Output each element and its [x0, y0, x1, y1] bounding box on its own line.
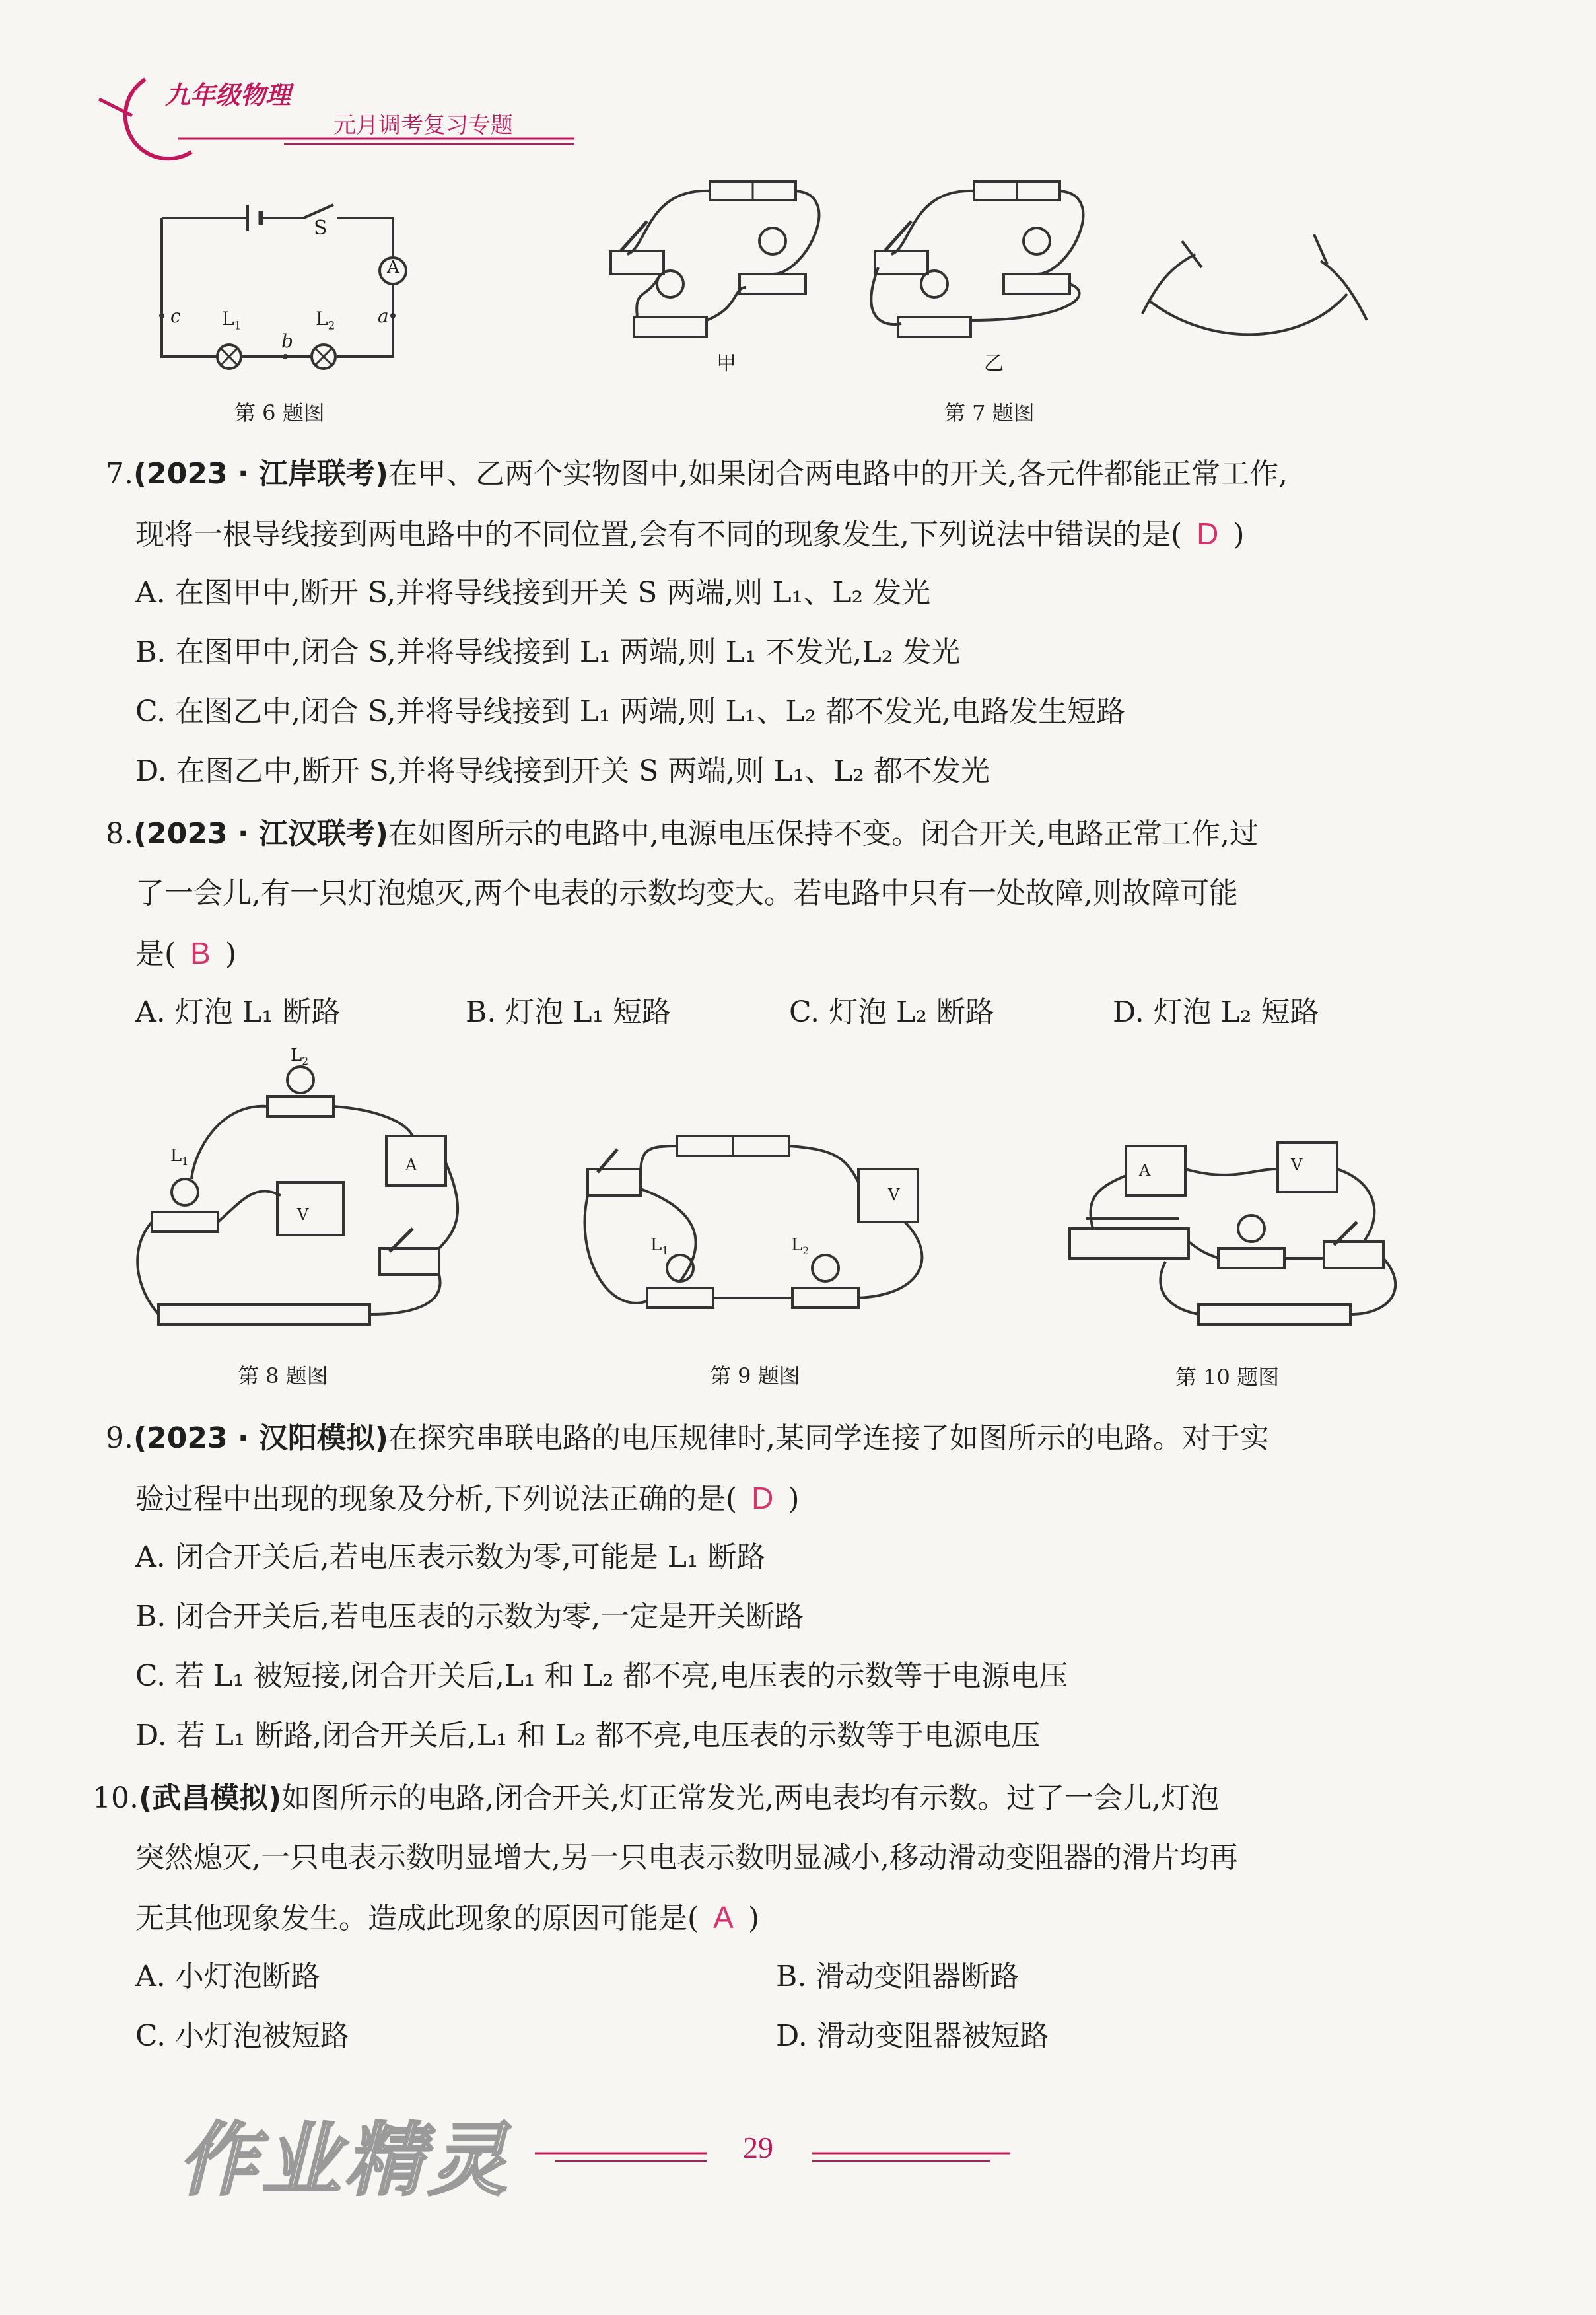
question-7-stem-line2: 现将一根导线接到两电路中的不同位置,会有不同的现象发生,下列说法中错误的是( D ) [135, 516, 1245, 552]
question-7-option-c: C. 在图乙中,闭合 S,并将导线接到 L₁ 两端,则 L₁、L₂ 都不发光,电路发生短路 [135, 695, 1126, 729]
figure-10-caption: 第 10 题图 [1175, 1365, 1280, 1390]
figure-10-diagram [1066, 1136, 1423, 1334]
question-10-option-d: D. 滑动变阻器被短路 [776, 2019, 1049, 2053]
figure-9-caption: 第 9 题图 [710, 1363, 800, 1388]
question-8-option-a: A. 灯泡 L₁ 断路 [135, 995, 341, 1029]
question-10-option-c: C. 小灯泡被短路 [135, 2019, 350, 2053]
question-9-stem-line2: 验过程中出现的现象及分析,下列说法正确的是( D ) [135, 1481, 800, 1516]
fig6-label-a: a [378, 305, 389, 327]
question-10-stem: 10.(武昌模拟)如图所示的电路,闭合开关,灯正常发光,两电表均有示数。过了一会儿,灯泡 [92, 1781, 1220, 1815]
fig6-label-s: S [314, 217, 328, 240]
fig10-ammeter-label: A [1139, 1161, 1151, 1180]
question-8-stem-line3: 是( B ) [135, 936, 237, 971]
question-8-stem-line2: 了一会儿,有一只灯泡熄灭,两个电表的示数均变大。若电路中只有一处故障,则故障可能 [135, 876, 1238, 910]
question-10-answer: A [713, 1900, 734, 1935]
question-9-answer: D [751, 1481, 774, 1515]
figure-7-jia [607, 168, 845, 340]
question-10-option-a: A. 小灯泡断路 [135, 1960, 320, 1993]
fig6-label-l1: $L_1$ [222, 308, 242, 332]
fig6-label-b: b [281, 330, 293, 352]
figure-6-caption: 第 6 题图 [234, 400, 325, 425]
figure-7-wire-hands [1129, 228, 1380, 340]
question-8-option-c: C. 灯泡 L₂ 断路 [789, 995, 994, 1029]
question-8-stem: 8.(2023 · 江汉联考)在如图所示的电路中,电源电压保持不变。闭合开关,电路正常工作,过 [106, 817, 1259, 851]
question-9-option-c: C. 若 L₁ 被短接,闭合开关后,L₁ 和 L₂ 都不亮,电压表的示数等于电源电压 [135, 1659, 1068, 1693]
fig8-l2-label: $L_2$ [291, 1046, 309, 1068]
footer-decoration [535, 2140, 1037, 2180]
fig7-yi-label: 乙 [984, 352, 1004, 375]
figure-9-diagram [581, 1123, 951, 1341]
fig7-jia-label: 甲 [716, 352, 736, 375]
question-7-option-d: D. 在图乙中,断开 S,并将导线接到开关 S 两端,则 L₁、L₂ 都不发光 [135, 754, 990, 788]
fig9-voltmeter-label: V [888, 1186, 900, 1204]
question-9-option-d: D. 若 L₁ 断路,闭合开关后,L₁ 和 L₂ 都不亮,电压表的示数等于电源电压 [135, 1719, 1041, 1752]
fig9-l2-label: $L_2$ [791, 1235, 810, 1258]
question-7-stem: 7.(2023 · 江岸联考)在甲、乙两个实物图中,如果闭合两电路中的开关,各元件都能正常工作, [106, 457, 1288, 491]
fig6-label-l2: $L_2$ [316, 308, 335, 332]
page-number: 29 [743, 2131, 773, 2164]
question-10-stem-line2: 突然熄灭,一只电表示数明显增大,另一只电表示数明显减小,移动滑动变阻器的滑片均再 [135, 1841, 1238, 1874]
question-8-option-b: B. 灯泡 L₁ 短路 [466, 995, 672, 1029]
question-8-answer: B [190, 936, 211, 970]
question-10-stem-line3: 无其他现象发生。造成此现象的原因可能是( A ) [135, 1900, 760, 1935]
question-10-option-b: B. 滑动变阻器断路 [776, 1960, 1020, 1993]
question-7-option-a: A. 在图甲中,断开 S,并将导线接到开关 S 两端,则 L₁、L₂ 发光 [135, 576, 931, 610]
question-7-answer: D [1197, 516, 1219, 551]
figure-8-caption: 第 8 题图 [238, 1363, 328, 1388]
fig10-voltmeter-label: V [1291, 1156, 1303, 1174]
figure-7-yi [872, 168, 1109, 340]
fig6-label-c: c [170, 305, 181, 327]
question-8-option-d: D. 灯泡 L₂ 短路 [1113, 995, 1319, 1029]
fig8-l1-label: $L_1$ [170, 1146, 189, 1168]
footer-watermark: 作业精灵 [178, 2115, 511, 2207]
header-subtitle: 元月调考复习专题 [333, 112, 513, 139]
question-7-option-b: B. 在图甲中,闭合 S,并将导线接到 L₁ 两端,则 L₁ 不发光,L₂ 发光 [135, 635, 961, 669]
fig6-label-ammeter: A [387, 258, 399, 277]
fig8-voltmeter-label: V [297, 1205, 309, 1224]
question-9-stem: 9.(2023 · 汉阳模拟)在探究串联电路的电压规律时,某同学连接了如图所示的电路。对于实 [106, 1421, 1269, 1455]
header-title: 九年级物理 [165, 81, 291, 110]
fig9-l1-label: $L_1$ [650, 1235, 669, 1258]
question-9-option-a: A. 闭合开关后,若电压表示数为零,可能是 L₁ 断路 [135, 1540, 766, 1574]
question-9-option-b: B. 闭合开关后,若电压表的示数为零,一定是开关断路 [135, 1600, 804, 1633]
figure-7-caption: 第 7 题图 [944, 400, 1035, 425]
fig8-ammeter-label: A [405, 1156, 417, 1174]
figure-8-diagram [129, 1050, 472, 1341]
